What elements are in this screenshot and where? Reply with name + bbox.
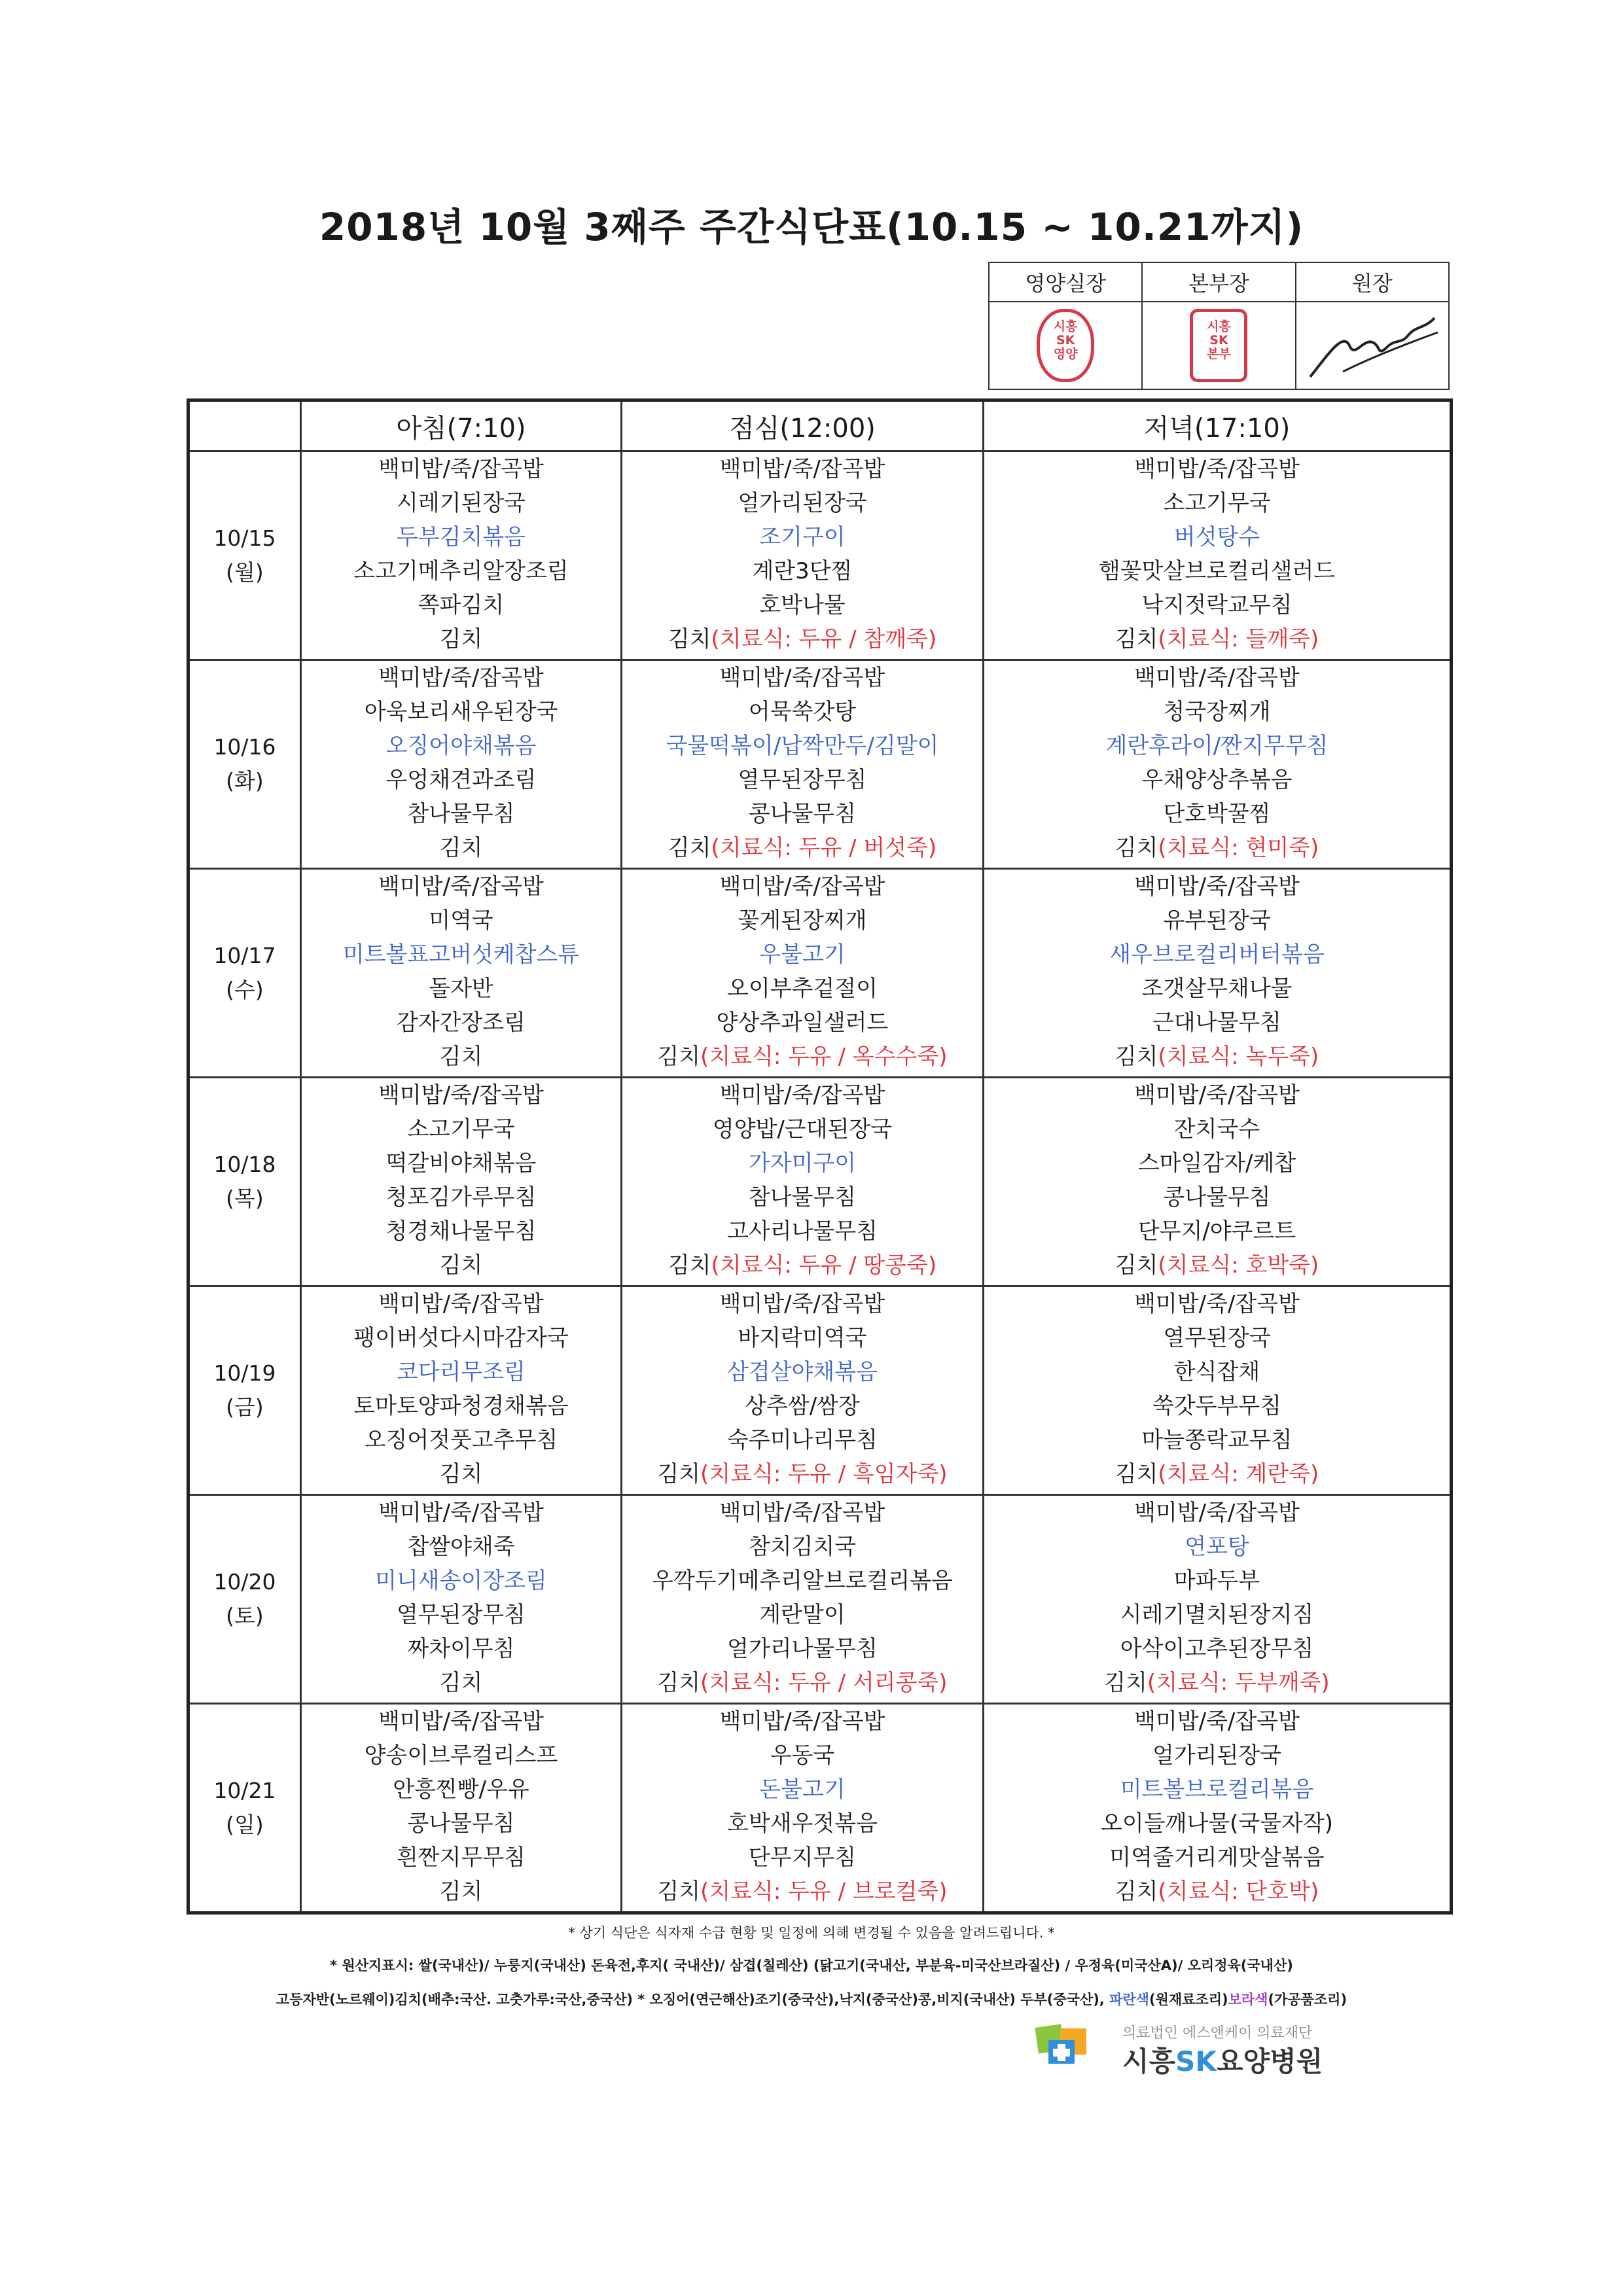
menu-item-prefix: 김치 <box>1115 835 1158 861</box>
dinner-cell <box>984 869 1452 1078</box>
dinner-cell <box>984 1078 1452 1286</box>
breakfast-cell <box>301 1078 622 1286</box>
menu-item-last <box>622 622 982 656</box>
menu-item-last <box>984 1875 1450 1909</box>
therapy-diet: (치료식: 단호박) <box>1158 1879 1319 1905</box>
menu-item: 콩나물무침 <box>748 801 857 827</box>
menu-item: 시레기된장국 <box>396 490 526 516</box>
menu-item: 호박나물 <box>759 592 846 618</box>
menu-item-last <box>622 1666 982 1700</box>
menu-item: 짜차이무침 <box>407 1636 515 1662</box>
header-lunch: 점심(12:00) <box>622 400 984 451</box>
menu-item: 계란3단찜 <box>752 558 853 584</box>
menu-item-prefix: 김치 <box>668 1252 711 1279</box>
table-row <box>188 1286 1452 1495</box>
menu-item-prefix: 김치 <box>1115 1879 1158 1905</box>
menu-item: 얼가리된장국 <box>738 490 867 516</box>
menu-item-main: 새우브로컬리버터볶음 <box>1109 942 1325 968</box>
lunch-cell <box>622 1495 984 1704</box>
menu-item: 김치 <box>439 1461 483 1487</box>
menu-item-last <box>984 831 1450 865</box>
day-weekday: (수) <box>226 977 264 1002</box>
approval-label-head: 원장 <box>1296 262 1449 302</box>
menu-item: 조갯살무채나물 <box>1141 976 1293 1002</box>
menu-item: 참나물무침 <box>748 1184 857 1210</box>
menu-item-main: 두부김치볶음 <box>396 524 526 550</box>
menu-item: 백미밥/죽/잡곡밥 <box>719 1291 885 1317</box>
menu-item: 계란말이 <box>759 1602 846 1628</box>
menu-item: 백미밥/죽/잡곡밥 <box>378 1708 544 1735</box>
hospital-logo-icon <box>1034 2022 1093 2068</box>
day-weekday: (토) <box>226 1603 264 1629</box>
menu-item: 토마토양파청경채볶음 <box>353 1393 569 1419</box>
origin-note-1: * 원산지표시: 쌀(국내산)/ 누룽지(국내산) 돈육전,후지( 국내산)/ 삼겹(칠레산) (닭고기(국내산, 부분육-미국산브라질산) / 우정육(미국산A)/ 오리정육(국내산) <box>330 1958 1293 1973</box>
table-row <box>188 1078 1452 1286</box>
dinner-cell <box>984 1704 1452 1913</box>
therapy-diet: (치료식: 들깨죽) <box>1158 626 1319 652</box>
menu-item: 김치 <box>439 1670 483 1696</box>
menu-item-main: 연포탕 <box>1185 1534 1249 1560</box>
menu-item-prefix: 김치 <box>657 1461 701 1487</box>
menu-item: 우채양상추볶음 <box>1141 767 1293 793</box>
menu-item: 백미밥/죽/잡곡밥 <box>719 1500 885 1526</box>
therapy-diet: (치료식: 녹두죽) <box>1158 1044 1319 1070</box>
menu-item: 단무지무침 <box>748 1845 857 1871</box>
legend-purple-desc: (가공품조리) <box>1268 1992 1347 2007</box>
menu-item-main: 떡갈비야채볶음 <box>385 1150 537 1176</box>
menu-item: 열무된장국 <box>1163 1325 1271 1351</box>
menu-item-main: 삼겹살야채볶음 <box>727 1359 878 1385</box>
approval-cell-director <box>1142 302 1295 389</box>
menu-item: 미역줄거리게맛살볶음 <box>1109 1845 1325 1871</box>
day-date: 10/15 <box>213 525 276 551</box>
menu-item-main: 계란후라이/짠지무무침 <box>1105 733 1329 759</box>
approval-cell-nutrition <box>989 302 1142 389</box>
menu-item: 열무된장무침 <box>396 1602 526 1628</box>
menu-item: 백미밥/죽/잡곡밥 <box>378 1291 544 1317</box>
day-cell <box>188 1704 301 1913</box>
menu-item: 청경채나물무침 <box>385 1218 537 1245</box>
menu-item-main: 안흥찐빵/우유 <box>393 1776 529 1803</box>
header-dinner: 저녁(17:10) <box>984 400 1452 451</box>
menu-item: 시레기멸치된장지짐 <box>1120 1602 1314 1628</box>
header-breakfast: 아침(7:10) <box>301 400 622 451</box>
menu-item: 단호박꿀찜 <box>1163 801 1271 827</box>
lunch-cell <box>622 1704 984 1913</box>
menu-item: 소고기메추리알장조림 <box>353 558 569 584</box>
origin-note-2a: 고등자반(노르웨이)김치(배추:국산. 고춧가루:국산,중국산) * 오징어(연근해산)조기(중국산),낙지(중국산)콩,비지(국내산) 두부(중국산), <box>276 1992 1110 2007</box>
menu-item: 단무지/야쿠르트 <box>1137 1218 1296 1245</box>
menu-item: 호박새우젓볶음 <box>727 1810 878 1837</box>
menu-item-prefix: 김치 <box>1104 1670 1147 1696</box>
menu-item: 우엉채견과조림 <box>385 767 537 793</box>
menu-item: 잔치국수 <box>1173 1116 1260 1142</box>
menu-item: 아욱보리새우된장국 <box>364 699 558 725</box>
menu-item: 고사리나물무침 <box>727 1218 878 1245</box>
table-row <box>188 451 1452 660</box>
menu-item-main: 우깍두기메추리알브로컬리볶음 <box>652 1568 953 1594</box>
menu-item: 찹쌀야채죽 <box>407 1534 515 1560</box>
lunch-cell <box>622 1286 984 1495</box>
menu-item-last <box>984 1457 1450 1491</box>
menu-item-prefix: 김치 <box>668 835 711 861</box>
menu-item-main: 미트볼브로컬리볶음 <box>1120 1776 1314 1803</box>
therapy-diet: (치료식: 두부깨죽) <box>1147 1670 1330 1696</box>
menu-item: 햄꽃맛살브로컬리샐러드 <box>1098 558 1336 584</box>
day-date: 10/19 <box>213 1360 276 1386</box>
menu-item-last <box>622 1040 982 1074</box>
lunch-cell <box>622 660 984 869</box>
menu-item-prefix: 김치 <box>1115 1252 1158 1279</box>
menu-item: 영양밥/근대된장국 <box>712 1116 893 1142</box>
day-cell <box>188 451 301 660</box>
menu-item-main: 오징어야채볶음 <box>385 733 537 759</box>
origin-note-2 <box>0 1989 1623 2009</box>
menu-item: 오이들깨나물(국물자작) <box>1101 1810 1333 1837</box>
logo-hospital-name: 시흥SK요양병원 <box>1122 2045 1323 2077</box>
menu-item: 청국장찌개 <box>1163 699 1271 725</box>
menu-item: 양송이브루컬리스프 <box>364 1742 558 1769</box>
menu-item: 김치 <box>439 626 483 652</box>
menu-item: 쑥갓두부무침 <box>1152 1393 1282 1419</box>
menu-item-main: 코다리무조림 <box>396 1359 526 1385</box>
dinner-cell <box>984 1495 1452 1704</box>
menu-item: 백미밥/죽/잡곡밥 <box>1134 1291 1300 1317</box>
menu-item: 소고기무국 <box>1163 490 1271 516</box>
legend-blue-desc: (원재료조리) <box>1149 1992 1228 2007</box>
menu-item: 백미밥/죽/잡곡밥 <box>719 665 885 691</box>
menu-item: 마늘쫑락교무침 <box>1141 1427 1293 1453</box>
day-weekday: (금) <box>226 1394 264 1420</box>
menu-item: 백미밥/죽/잡곡밥 <box>1134 456 1300 482</box>
menu-item: 참치김치국 <box>748 1534 857 1560</box>
approval-cell-head <box>1296 302 1449 389</box>
menu-item-prefix: 김치 <box>657 1879 701 1905</box>
menu-item-main: 조기구이 <box>759 524 846 550</box>
menu-item: 낙지젓락교무침 <box>1141 592 1293 618</box>
menu-item: 백미밥/죽/잡곡밥 <box>719 874 885 900</box>
menu-item: 소고기무국 <box>407 1116 515 1142</box>
lunch-cell <box>622 1078 984 1286</box>
approval-box <box>988 262 1450 390</box>
day-weekday: (월) <box>226 559 264 585</box>
menu-item: 팽이버섯다시마감자국 <box>353 1325 569 1351</box>
menu-item: 어묵쑥갓탕 <box>748 699 857 725</box>
day-cell <box>188 660 301 869</box>
menu-item-main: 미니새송이장조림 <box>375 1568 547 1594</box>
therapy-diet: (치료식: 두유 / 서리콩죽) <box>700 1670 948 1696</box>
menu-item: 얼가리된장국 <box>1152 1742 1282 1769</box>
day-cell <box>188 869 301 1078</box>
menu-item: 감자간장조림 <box>396 1010 526 1036</box>
day-weekday: (일) <box>226 1812 264 1837</box>
menu-item-main: 돈불고기 <box>759 1776 846 1803</box>
lunch-cell <box>622 451 984 660</box>
menu-item-last <box>984 1666 1450 1700</box>
table-row <box>188 869 1452 1078</box>
table-row <box>188 1495 1452 1704</box>
day-date: 10/17 <box>213 943 276 968</box>
menu-item: 김치 <box>439 1879 483 1905</box>
lunch-cell <box>622 869 984 1078</box>
therapy-diet: (치료식: 두유 / 브로컬죽) <box>700 1879 948 1905</box>
menu-item: 백미밥/죽/잡곡밥 <box>378 874 544 900</box>
dinner-cell <box>984 451 1452 660</box>
therapy-diet: (치료식: 두유 / 참깨죽) <box>711 626 937 652</box>
menu-item-last <box>622 1457 982 1491</box>
menu-item: 청포김가루무침 <box>385 1184 537 1210</box>
table-row <box>188 1704 1452 1913</box>
menu-item: 김치 <box>439 1252 483 1279</box>
menu-item: 백미밥/죽/잡곡밥 <box>378 456 544 482</box>
menu-item: 우동국 <box>770 1742 835 1769</box>
menu-item: 백미밥/죽/잡곡밥 <box>719 456 885 482</box>
menu-item: 백미밥/죽/잡곡밥 <box>378 665 544 691</box>
breakfast-cell <box>301 869 622 1078</box>
menu-item-prefix: 김치 <box>1115 1044 1158 1070</box>
menu-item: 아삭이고추된장무침 <box>1120 1636 1314 1662</box>
menu-item-prefix: 김치 <box>1115 1461 1158 1487</box>
menu-item-main: 가자미구이 <box>748 1150 857 1176</box>
menu-item-main: 한식잡채 <box>1173 1359 1260 1385</box>
day-cell <box>188 1286 301 1495</box>
logo-foundation-text: 의료법인 에스앤케이 의료재단 <box>1122 2025 1313 2041</box>
day-weekday: (화) <box>226 768 264 794</box>
menu-item-prefix: 김치 <box>657 1670 701 1696</box>
menu-item-main: 우불고기 <box>759 942 846 968</box>
menu-item-main: 스마일감자/케찹 <box>1137 1150 1296 1176</box>
table-row <box>188 660 1452 869</box>
approval-label-nutrition: 영양실장 <box>989 262 1142 302</box>
signature-icon <box>1304 306 1441 385</box>
day-cell <box>188 1495 301 1704</box>
day-date: 10/20 <box>213 1569 276 1595</box>
menu-item: 백미밥/죽/잡곡밥 <box>1134 1708 1300 1735</box>
therapy-diet: (치료식: 두유 / 땅콩죽) <box>711 1252 937 1279</box>
menu-item: 백미밥/죽/잡곡밥 <box>1134 1082 1300 1108</box>
menu-item: 백미밥/죽/잡곡밥 <box>378 1082 544 1108</box>
therapy-diet: (치료식: 호박죽) <box>1158 1252 1319 1279</box>
menu-item: 백미밥/죽/잡곡밥 <box>719 1708 885 1735</box>
day-weekday: (목) <box>226 1186 264 1211</box>
menu-item-last <box>984 1248 1450 1282</box>
breakfast-cell <box>301 1704 622 1913</box>
therapy-diet: (치료식: 두유 / 흑임자죽) <box>700 1461 948 1487</box>
menu-item-prefix: 김치 <box>657 1044 701 1070</box>
menu-item: 백미밥/죽/잡곡밥 <box>719 1082 885 1108</box>
menu-item: 흰짠지무무침 <box>396 1845 526 1871</box>
menu-item-prefix: 김치 <box>668 626 711 652</box>
dinner-cell <box>984 660 1452 869</box>
legend-blue: 파란색 <box>1109 1992 1149 2007</box>
menu-item: 김치 <box>439 835 483 861</box>
menu-item: 열무된장무침 <box>738 767 867 793</box>
therapy-diet: (치료식: 계란죽) <box>1158 1461 1319 1487</box>
menu-item: 콩나물무침 <box>1163 1184 1271 1210</box>
menu-item: 백미밥/죽/잡곡밥 <box>1134 1500 1300 1526</box>
seal-stamp-icon: 시흥 SK 영양 <box>1037 309 1094 382</box>
menu-item-last <box>622 1875 982 1909</box>
therapy-diet: (치료식: 두유 / 옥수수죽) <box>700 1044 948 1070</box>
dinner-cell <box>984 1286 1452 1495</box>
seal-stamp-icon: 시흥 SK 본부 <box>1190 309 1247 382</box>
menu-item-last <box>622 1248 982 1282</box>
menu-item: 참나물무침 <box>407 801 515 827</box>
menu-item: 마파두부 <box>1173 1568 1260 1594</box>
breakfast-cell <box>301 451 622 660</box>
menu-item-last <box>984 622 1450 656</box>
change-notice: * 상기 식단은 식자재 수급 현황 및 일정에 의해 변경될 수 있음을 알려드립니다. * <box>568 1925 1055 1941</box>
menu-item-main: 국물떡볶이/납짝만두/김말이 <box>666 733 939 759</box>
menu-item: 돌자반 <box>429 976 493 1002</box>
approval-label-director: 본부장 <box>1142 262 1295 302</box>
breakfast-cell <box>301 660 622 869</box>
breakfast-cell <box>301 1495 622 1704</box>
menu-item: 근대나물무침 <box>1152 1010 1282 1036</box>
menu-item: 미역국 <box>429 908 493 934</box>
menu-item: 유부된장국 <box>1163 908 1271 934</box>
legend-purple: 보라색 <box>1228 1992 1268 2007</box>
menu-item: 오이부추겉절이 <box>727 976 878 1002</box>
menu-item-prefix: 김치 <box>1115 626 1158 652</box>
menu-item: 백미밥/죽/잡곡밥 <box>378 1500 544 1526</box>
menu-item: 백미밥/죽/잡곡밥 <box>1134 665 1300 691</box>
day-date: 10/21 <box>213 1778 276 1803</box>
menu-item: 양상추과일샐러드 <box>716 1010 889 1036</box>
day-cell <box>188 1078 301 1286</box>
hospital-logo <box>1034 2022 1400 2077</box>
header-date <box>188 400 301 451</box>
menu-item: 김치 <box>439 1044 483 1070</box>
menu-item: 꽃게된장찌개 <box>738 908 867 934</box>
therapy-diet: (치료식: 두유 / 버섯죽) <box>711 835 937 861</box>
menu-item: 얼가리나물무침 <box>727 1636 878 1662</box>
menu-item-main: 미트볼표고버섯케찹스튜 <box>342 942 580 968</box>
menu-item: 쪽파김치 <box>418 592 505 618</box>
breakfast-cell <box>301 1286 622 1495</box>
page-title: 2018년 10월 3째주 주간식단표(10.15 ~ 10.21까지) <box>319 205 1304 249</box>
menu-item: 상추쌈/쌈장 <box>745 1393 860 1419</box>
menu-item: 바지락미역국 <box>738 1325 867 1351</box>
menu-item-last <box>622 831 982 865</box>
menu-item: 숙주미나리무침 <box>727 1427 878 1453</box>
menu-item: 오징어젓풋고추무침 <box>364 1427 558 1453</box>
menu-item-main: 버섯탕수 <box>1173 524 1260 550</box>
weekly-menu-table <box>187 398 1453 1915</box>
menu-item: 콩나물무침 <box>407 1810 515 1837</box>
menu-item: 백미밥/죽/잡곡밥 <box>1134 874 1300 900</box>
therapy-diet: (치료식: 현미죽) <box>1158 835 1319 861</box>
menu-item-last <box>984 1040 1450 1074</box>
day-date: 10/18 <box>213 1152 276 1177</box>
day-date: 10/16 <box>213 734 276 760</box>
